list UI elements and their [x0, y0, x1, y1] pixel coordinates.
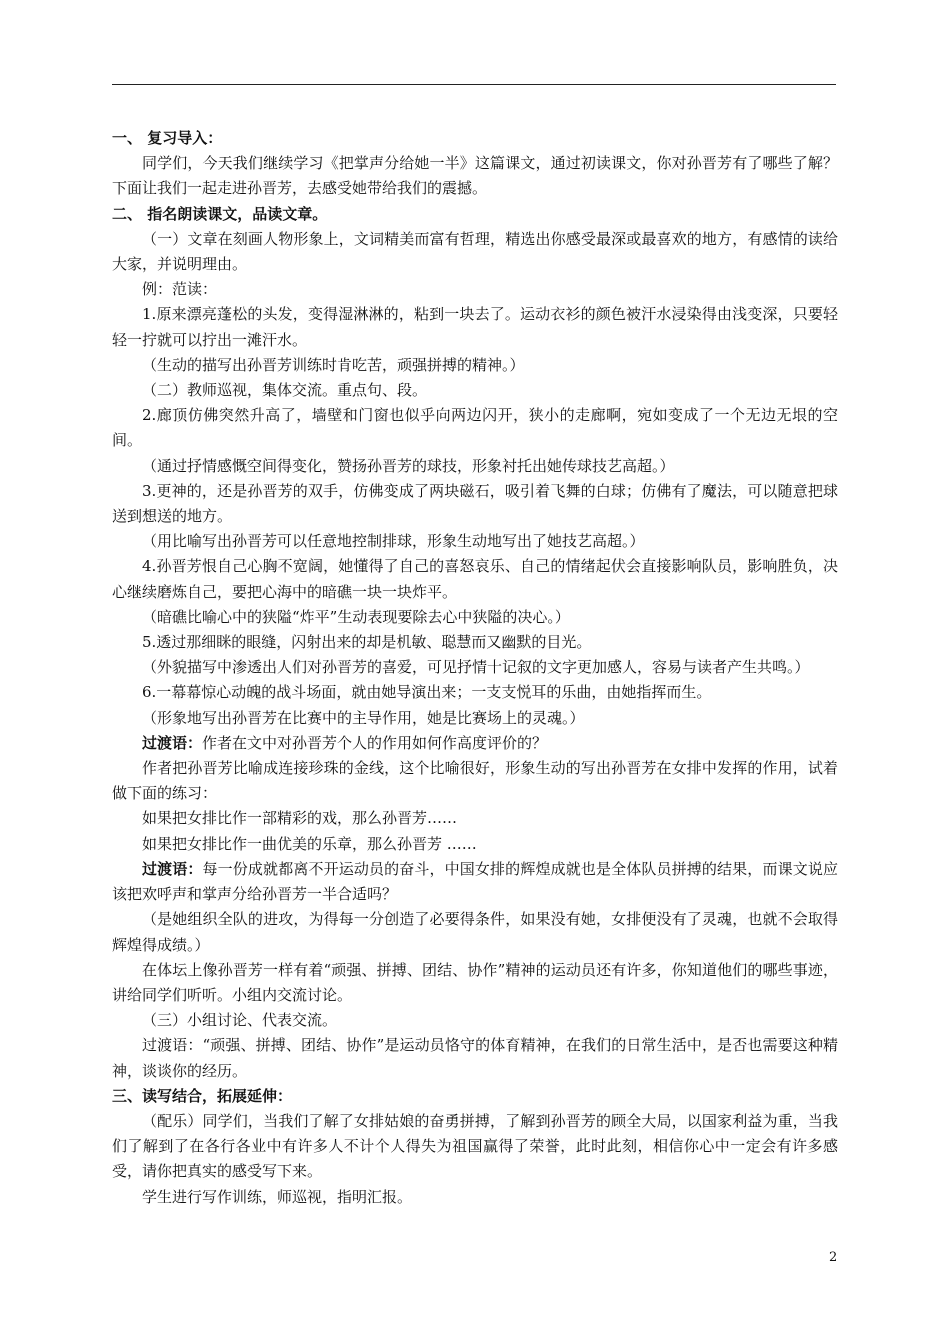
- transition-text: 作者在文中对孙晋芳个人的作用如何作高度评价的？: [202, 733, 548, 752]
- paragraph: （通过抒情感慨空间得变化，赞扬孙晋芳的球技，形象衬托出她传球技艺高超。）: [142, 456, 675, 475]
- paragraph: （用比喻写出孙晋芳可以任意地控制排球，形象生动地写出了她技艺高超。）: [142, 532, 645, 551]
- paragraph: 过渡语：“顽强、拼搏、团结、协作”是运动员恪守的体育精神，在我们的日常生活中，是否也需要这种精神，谈谈你的经历。: [112, 1036, 838, 1080]
- lesson-body: [112, 126, 838, 1210]
- paragraph: 学生进行写作训练，师巡视，指明汇报。: [142, 1187, 413, 1206]
- transition-text: 每一份成就都离不开运动员的奋斗，中国女排的辉煌成就也是全体队员拼搏的结果，而课文说应该把欢呼声和掌声分给孙晋芳一半合适吗？: [112, 859, 838, 904]
- paragraph: 5.透过那细眯的眼缝，闪射出来的却是机敏、聪慧而又幽默的目光。: [142, 633, 592, 652]
- section-heading-3: 三、读写结合，拓展延伸：: [112, 1086, 293, 1105]
- paragraph: （暗礁比喻心中的狭隘“炸平”生动表现要除去心中狭隘的决心。）: [142, 607, 570, 626]
- paragraph: （三）小组讨论、代表交流。: [142, 1011, 338, 1030]
- paragraph: 作者把孙晋芳比喻成连接珍珠的金线，这个比喻很好，形象生动的写出孙晋芳在女排中发挥的作用，试着做下面的练习：: [112, 759, 838, 803]
- paragraph: （外貌描写中渗透出人们对孙晋芳的喜爱，可见抒情十记叙的文字更加感人，容易与读者产生共鸣。）: [142, 658, 810, 677]
- paragraph: （一）文章在刻画人物形象上，文词精美而富有哲理，精选出你感受最深或最喜欢的地方，有感情的读给大家，并说明理由。: [112, 229, 838, 274]
- paragraph: （二）教师巡视，集体交流。重点句、段。: [142, 381, 428, 400]
- paragraph: （形象地写出孙晋芳在比赛中的主导作用，她是比赛场上的灵魂。）: [142, 708, 585, 727]
- paragraph: 同学们，今天我们继续学习《把掌声分给她一半》这篇课文，通过初读课文，你对孙晋芳有了哪些了解？下面让我们一起走进孙晋芳，去感受她带给我们的震撼。: [112, 154, 838, 198]
- paragraph: 1.原来漂亮蓬松的头发，变得湿淋淋的，粘到一块去了。运动衣衫的颜色被汗水浸染得由浅变深，只要轻轻一拧就可以拧出一滩汗水。: [112, 305, 838, 349]
- paragraph: 2.廊顶仿佛突然升高了，墙壁和门窗也似乎向两边闪开，狭小的走廊啊，宛如变成了一个无边无垠的空间。: [112, 406, 838, 450]
- paragraph: （是她组织全队的进攻，为得每一分创造了必要得条件，如果没有她，女排便没有了灵魂，也就不会取得辉煌得成绩。）: [112, 910, 838, 954]
- paragraph: 如果把女排比作一曲优美的乐章，那么孙晋芳 ……: [142, 834, 477, 853]
- paragraph: （生动的描写出孙晋芳训练时肯吃苦，顽强拼搏的精神。）: [142, 355, 525, 374]
- header-rule: [112, 84, 836, 85]
- transition-label: 过渡语：: [142, 859, 203, 878]
- paragraph: 如果把女排比作一部精彩的戏，那么孙晋芳……: [142, 809, 458, 828]
- paragraph: 在体坛上像孙晋芳一样有着“顽强、拼搏、团结、协作”精神的运动员还有许多，你知道他们的哪些事迹，讲给同学们听听。小组内交流讨论。: [112, 960, 838, 1004]
- paragraph: 例：范读：: [142, 280, 218, 299]
- paragraph: 6.一幕幕惊心动魄的战斗场面，就由她导演出来；一支支悦耳的乐曲，由她指挥而生。: [142, 683, 712, 702]
- paragraph: 4.孙晋芳恨自己心胸不宽阔，她懂得了自己的喜怒哀乐、自己的情绪起伏会直接影响队员，影响胜负，决心继续磨炼自己，要把心海中的暗礁一块一块炸平。: [112, 557, 838, 601]
- transition-label: 过渡语：: [142, 733, 203, 752]
- section-heading-1: 一、 复习导入：: [112, 129, 223, 147]
- section-heading-2: 二、 指名朗读课文，品读文章。: [112, 204, 328, 223]
- paragraph: （配乐）同学们，当我们了解了女排姑娘的奋勇拼搏，了解到孙晋芳的顾全大局，以国家利益为重，当我们了解到了在各行各业中有许多人不计个人得失为祖国赢得了荣誉，此时此刻，相信你心中一定会有许多感受，请你把真实的感受写下来。: [112, 1111, 838, 1181]
- page-number: 2: [829, 1250, 838, 1265]
- paragraph: [112, 731, 838, 756]
- paragraph: [112, 857, 838, 907]
- paragraph: 3.更神的，还是孙晋芳的双手，仿佛变成了两块磁石，吸引着飞舞的白球；仿佛有了魔法，可以随意把球送到想送的地方。: [112, 481, 838, 526]
